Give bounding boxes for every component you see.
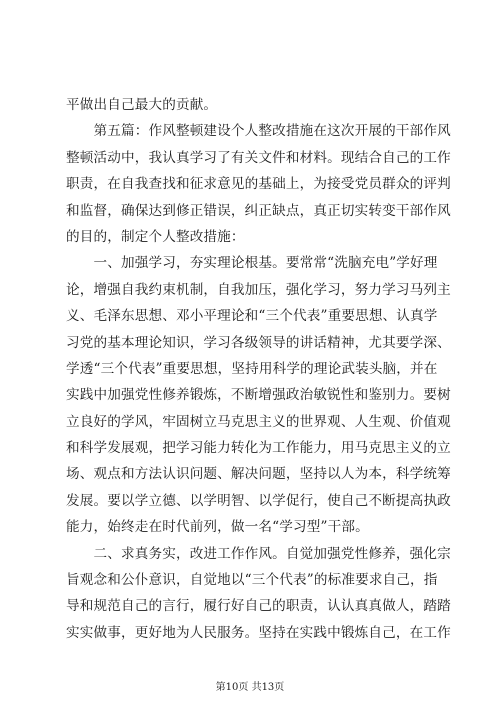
page-number-footer: 第10页 共13页 [215, 682, 285, 693]
text-line: 论，增强自我约束机制，自我加压，强化学习，努力学习马列主 [66, 281, 451, 298]
text-line: 二、求真务实，改进工作作风。自觉加强党性修养，强化宗 [66, 545, 451, 562]
document-body [66, 92, 451, 646]
text-line: 一、加强学习，夯实理论根基。要常常“洗脑充电”学好理 [66, 255, 438, 272]
text-line: 旨观念和公仆意识，自觉地以“三个代表”的标准要求自己，指 [66, 572, 438, 589]
text-line: 实实做事，更好地为人民服务。坚持在实践中锻炼自己，在工作 [66, 624, 451, 641]
text-line: 义、毛泽东思想、邓小平理论和“三个代表”重要思想、认真学 [66, 308, 438, 325]
text-line: 整顿活动中，我认真学习了有关文件和材料。现结合自己的工作 [66, 149, 451, 166]
text-line: 学透“三个代表”重要思想，坚持用科学的理论武装头脑，并在 [66, 360, 438, 377]
text-line: 场、观点和方法认识问题、解决问题，坚持以人为本，科学统筹 [66, 466, 451, 483]
text-line: 和科学发展观，把学习能力转化为工作能力，用马克思主义的立 [66, 440, 451, 457]
text-line: 的目的，制定个人整改措施： [66, 228, 245, 245]
text-line: 习党的基本理论知识，学习各级领导的讲话精神，尤其要学深、 [66, 334, 451, 351]
text-line: 立良好的学风，牢固树立马克思主义的世界观、人生观、价值观 [66, 413, 451, 430]
text-line: 职责，在自我查找和征求意见的基础上，为接受党员群众的评判 [66, 176, 451, 193]
text-line: 能力，始终走在时代前列，做一名“学习型”干部。 [66, 519, 369, 536]
text-line: 实践中加强党性修养锻炼，不断增强政治敏锐性和鉴别力。要树 [66, 387, 451, 404]
text-line: 发展。要以学立德、以学明智、以学促行，使自己不断提高执政 [66, 492, 451, 509]
text-line: 平做出自己最大的贡献。 [66, 97, 218, 113]
text-line: 和监督，确保达到修正错误，纠正缺点，真正切实转变干部作风 [66, 202, 451, 219]
text-line: 导和规范自己的言行，履行好自己的职责，认认真真做人，踏踏 [66, 598, 451, 615]
text-line: 第五篇：作风整顿建设个人整改措施在这次开展的干部作风 [66, 123, 451, 140]
